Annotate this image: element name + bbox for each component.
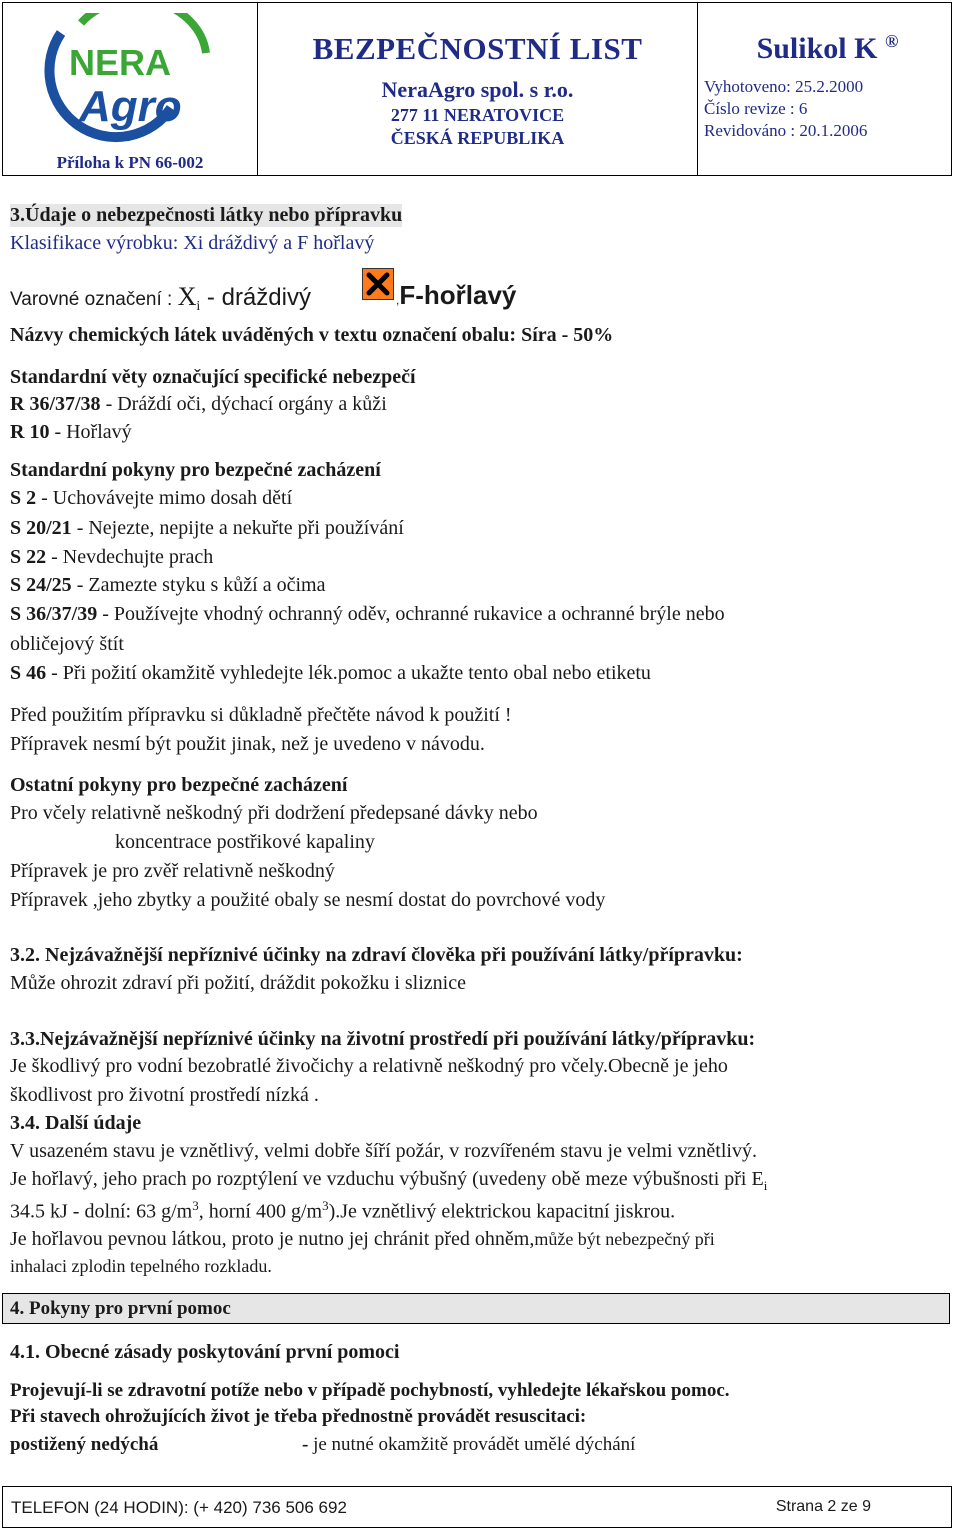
section-4-1-title: 4.1. Obecné zásady poskytování první pomoci (10, 1341, 400, 1363)
r-phrases-heading: Standardní věty označující specifické nebezpečí (10, 366, 416, 388)
section-3-2-title: 3.2. Nejzávažnější nepříznivé účinky na zdraví člověka při používání látky/přípravku: (10, 944, 743, 966)
s5-text: - Používejte vhodný ochranný oděv, ochranné rukavice a ochranné brýle nebo (97, 603, 725, 625)
s1-text: - Uchovávejte mimo dosah dětí (36, 487, 293, 509)
warning-x: X (177, 282, 197, 311)
s-phrases-heading: Standardní pokyny pro bezpečné zacházení (10, 459, 381, 481)
case-dash: - (302, 1434, 314, 1455)
document-header (2, 2, 952, 176)
section-3-4-line-4 (10, 1228, 715, 1251)
r-phrase-1 (10, 393, 387, 416)
s6-text: - Při požití okamžitě vyhledejte lék.pomoc a ukažte tento obal nebo etiketu (46, 662, 651, 684)
annex-label: Příloha k PN 66-002 (56, 153, 204, 172)
s4-text: - Zamezte styku s kůží a očima (71, 574, 326, 596)
warning-prefix: Varovné označení : (10, 289, 178, 310)
section-3-4-line-1: V usazeném stavu je vznětlivý, velmi dobře šíří požár, v rozvířeném stavu je velmi vznětlivý. (10, 1140, 757, 1162)
s3-text: - Nevdechujte prach (46, 546, 214, 568)
s-phrase-5 (10, 603, 725, 626)
product-name-text: Sulikol K (756, 32, 878, 65)
r1-code: R 36/37/38 (10, 393, 101, 415)
s-phrase-1 (10, 487, 292, 510)
revised-date: Revidováno : 20.1.2006 (704, 121, 868, 140)
document-meta (704, 76, 951, 142)
hazard-cross-icon (363, 269, 393, 299)
other-instruction-2: Přípravek je pro zvěř relativně neškodný (10, 860, 335, 882)
section-3-4-line-3 (10, 1198, 675, 1224)
section-3-4-title: 3.4. Další údaje (10, 1112, 142, 1134)
other-instruction-3: Přípravek ,jeho zbytky a použité obaly se nesmí dostat do povrchové vody (10, 889, 606, 911)
line2-sub: i (763, 1178, 768, 1193)
revision-number: Číslo revize : 6 (704, 99, 808, 118)
first-aid-case (10, 1434, 635, 1456)
r1-text: - Dráždí oči, dýchací orgány a kůži (100, 393, 387, 415)
chemical-names: Názvy chemických látek uváděných v textu označení obalu: Síra - 50% (10, 324, 614, 346)
nera-agro-logo-icon (31, 13, 231, 143)
document-title: BEZPEČNOSTNÍ LIST (312, 31, 643, 66)
s2-code: S 20/21 (10, 517, 72, 539)
first-aid-bold-1: Projevují-li se zdravotní potíže nebo v případě pochybností, vyhledejte lékařskou pomoc. (10, 1380, 730, 1401)
r-phrase-2 (10, 421, 132, 444)
warning-sub: i (196, 299, 201, 314)
title-cell (258, 3, 698, 175)
s-phrase-4 (10, 574, 326, 597)
s4-code: S 24/25 (10, 574, 72, 596)
line3a: 34.5 kJ - dolní: 63 g/m (10, 1200, 193, 1223)
section-3-4-line-5: inhalaci zplodin tepelného rozkladu. (10, 1256, 272, 1276)
warning-flammable-line (396, 280, 516, 311)
logo-text-nera: NERA (69, 42, 172, 83)
hazard-x-icon (362, 268, 394, 300)
line3-sup-2: 3 (322, 1198, 329, 1213)
registered-mark: ® (884, 31, 899, 51)
company-address-2: ČESKÁ REPUBLIKA (390, 128, 565, 148)
other-instructions-heading: Ostatní pokyny pro bezpečné zacházení (10, 774, 348, 796)
line4b: může být nebezpečný při (534, 1229, 715, 1249)
r2-text: - Hořlavý (49, 421, 132, 443)
section-3-3-line-1: Je škodlivý pro vodní bezobratlé živočichy a relativně neškodný pro včely.Obecně je jeho (10, 1055, 728, 1077)
s6-code: S 46 (10, 662, 47, 684)
section-4-title: 4. Pokyny pro první pomoc (10, 1298, 231, 1319)
section-3-title: 3.Údaje o nebezpečnosti látky nebo přípravku (10, 204, 403, 226)
s5-code: S 36/37/39 (10, 603, 98, 625)
warning-flammable: F-hořlavý (399, 280, 517, 310)
section-3-4-line-2 (10, 1168, 767, 1194)
s-phrase-3 (10, 546, 213, 569)
document-footer (2, 1486, 952, 1528)
page-number: Strana 2 ze 9 (775, 1498, 871, 1515)
line2-text: Je hořlavý, jeho prach po rozptýlení ve vzduchu výbušný (uvedeny obě meze výbušnosti při E (10, 1168, 764, 1190)
company-address-1: 277 11 NERATOVICE (390, 105, 565, 125)
warning-label-line (10, 282, 311, 315)
section-3-3-title: 3.3.Nejzávažnější nepříznivé účinky na životní prostředí při používání látky/přípravku: (10, 1028, 756, 1050)
product-name (704, 31, 951, 66)
logo-text-agro: Agro (79, 82, 182, 131)
s-phrase-5-cont: obličejový štít (10, 633, 124, 655)
company-name: NeraAgro spol. s r.o. (381, 77, 574, 102)
line3c: ).Je vznětlivý elektrickou kapacitní jiskrou. (328, 1200, 676, 1223)
case-text: je nutné okamžitě provádět umělé dýchání (313, 1434, 636, 1455)
section-3-2-text: Může ohrozit zdraví při požití, dráždit pokožku i sliznice (10, 972, 466, 994)
r2-code: R 10 (10, 421, 50, 443)
s-phrase-6 (10, 662, 651, 685)
line4a: Je hořlavou pevnou látkou, proto je nutno jej chránit před ohněm, (10, 1228, 535, 1250)
case-label: postižený nedýchá (10, 1434, 159, 1455)
emergency-phone: TELEFON (24 HODIN): (+ 420) 736 506 692 (11, 1498, 347, 1517)
line3-sup-1: 3 (192, 1198, 199, 1213)
other-instruction-1-cont: koncentrace postřikové kapaliny (115, 831, 375, 853)
created-date: Vyhotoveno: 25.2.2000 (704, 77, 864, 96)
classification: Klasifikace výrobku: Xi dráždivý a F hořlavý (10, 232, 375, 254)
line3b: , horní 400 g/m (198, 1200, 323, 1223)
product-cell (698, 3, 951, 175)
s2-text: - Nejezte, nepijte a nekuřte při používání (71, 517, 404, 539)
section-3-3-line-2: škodlivost pro životní prostředí nízká . (10, 1084, 319, 1106)
s1-code: S 2 (10, 487, 37, 509)
use-only-as-directed: Přípravek nesmí být použit jinak, než je uvedeno v návodu. (10, 733, 485, 755)
read-instructions: Před použitím přípravku si důkladně přečtěte návod k použití ! (10, 704, 512, 726)
warning-irritant: - dráždivý (200, 284, 311, 311)
first-aid-bold-2: Při stavech ohrožujících život je třeba přednostně provádět resuscitaci: (10, 1406, 587, 1427)
s3-code: S 22 (10, 546, 47, 568)
other-instruction-1: Pro včely relativně neškodný při dodržení předepsané dávky nebo (10, 802, 538, 824)
s-phrase-2 (10, 517, 404, 540)
logo-cell (3, 3, 258, 175)
warning-comma: , (396, 293, 400, 307)
